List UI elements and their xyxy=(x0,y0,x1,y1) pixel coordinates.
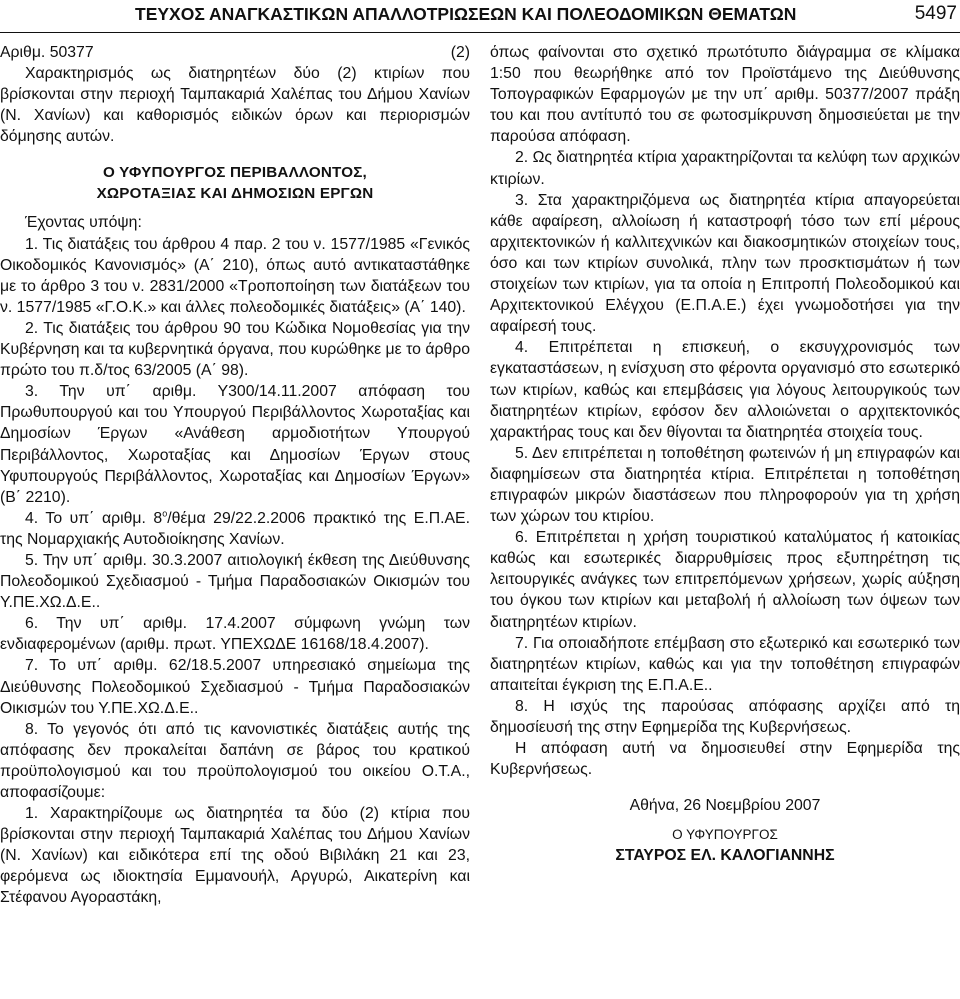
article-8: 8. Η ισχύς της παρούσας απόφασης αρχίζει από τη δημοσίευσή της στην Εφημερίδα της Κυβερνήσεως. xyxy=(490,697,960,736)
consideration-5: 5. Την υπ΄ αριθμ. 30.3.2007 αιτιολογική έκθεση της Διεύθυνσης Πολεοδομικού Σχεδιασμού - Τμήμα Παραδοσιακών Οικισμών του Υ.ΠΕ.ΧΩ.Δ.Ε.. xyxy=(0,551,470,612)
consideration-3: 3. Την υπ΄ αριθμ. Υ300/14.11.2007 απόφαση του Πρωθυπουργού και του Υπουργού Περιβάλλοντος Χωροταξίας και Δημοσίων Έργων «Ανάθεση αρμοδιοτήτων Υπουργού Περιβάλλοντος, Χωροταξίας και Δημοσίων Έργων στους Υφυπουργούς Περιβάλλοντος, Χωροταξίας και Δημοσίων Έργων» (Β΄ 2210). xyxy=(0,383,470,506)
consideration-7: 7. Το υπ΄ αριθμ. 62/18.5.2007 υπηρεσιακό σημείωμα της Διεύθυνσης Πολεοδομικού Σχεδιασμού - Τμήμα Παραδοσιακών Οικισμών του Υ.ΠΕ.ΧΩ.Δ.Ε.. xyxy=(0,657,470,717)
ministry-line-2: ΧΩΡΟΤΑΞΙΑΣ ΚΑΙ ΔΗΜΟΣΙΩΝ ΕΡΓΩΝ xyxy=(96,185,374,203)
header-rule xyxy=(0,32,960,33)
article-7: 7. Για οποιαδήποτε επέμβαση στο εξωτερικό και εσωτερικό των διατηρητέων κτιρίων, καθώς και για την τοποθέτηση επιγραφών απαιτείται έγκριση της Ε.Π.Α.Ε.. xyxy=(490,634,960,694)
article-6: 6. Επιτρέπεται η χρήση τουριστικού καταλύματος ή κατοικίας καθώς και εσωτερικές διαρρυθμίσεις προς εξυπηρέτηση τις λειτουργικές ανάγκες των επιτρεπόμενων χρήσεων, χωρίς αύξηση του όγκου των κτιρίων και μεταβολή ή αλλοίωση των όψεων των διατηρητέων κτιρίων. xyxy=(490,529,960,631)
right-column xyxy=(490,42,960,867)
article-1-continuation: όπως φαίνονται στο σχετικό πρωτότυπο διάγραμμα σε κλίμακα 1:50 που θεωρήθηκε από τον Προϊστάμενο της Διεύθυνσης Τοπογραφικών Εφαρμογών με την υπ΄ αριθμ. 50377/2007 πράξη του και που αντίτυπό του σε φωτοσμίκρυνση δημοσιεύεται με την παρούσα απόφαση. xyxy=(490,44,960,146)
decision-title: Χαρακτηρισμός ως διατηρητέων δύο (2) κτιρίων που βρίσκονται στην περιοχή Ταμπακαριά Χαλέπας του Δήμου Χανίων (Ν. Χανίων) και καθορισμός ειδικών όρων και περιορισμών δόμησης αυτών. xyxy=(0,65,470,146)
page-number: 5497 xyxy=(914,3,957,24)
decision-number: Αριθμ. 50377 xyxy=(0,44,94,61)
signature-name: ΣΤΑΥΡΟΣ ΕΛ. ΚΑΛΟΓΙΑΝΝΗΣ xyxy=(615,847,835,865)
article-4: 4. Επιτρέπεται η επισκευή, ο εκσυγχρονισμός των εγκαταστάσεων, η ενίσχυση στο φέροντα οργανισμό στο εσωτερικό των κτιρίων, καθώς και επεμβάσεις για λόγους λειτουργικούς των διατηρητέων κτιρίων, εφόσον δεν αλλοιώνεται ο αρχιτεκτονικός χαρακτήρας τους και δεν θίγονται τα διατηρητέα στοιχεία τους. xyxy=(490,339,960,441)
spacer xyxy=(490,780,960,795)
considering-heading: Έχοντας υπόψη: xyxy=(25,214,142,232)
article-5: 5. Δεν επιτρέπεται η τοποθέτηση φωτεινών ή μη επιγραφών και διαφημίσεων στα διατηρητέα κτίρια. Επιτρέπεται η τοποθέτηση επιγραφών μικρών διαστάσεων που πληροφορούν για τη χρήση των χώρων του κτιρίου. xyxy=(490,444,960,526)
ministry-line-1: Ο ΥΦΥΠΟΥΡΓΟΣ ΠΕΡΙΒΑΛΛΟΝΤΟΣ, xyxy=(103,164,367,182)
running-title: ΤΕΥΧΟΣ ΑΝΑΓΚΑΣΤΙΚΩΝ ΑΠΑΛΛΟΤΡΙΩΣΕΩΝ ΚΑΙ ΠΟΛΕΟΔΟΜΙΚΩΝ ΘΕΜΑΤΩΝ xyxy=(135,4,797,24)
decision-number-line xyxy=(0,42,470,63)
consideration-4-before: 4. Το υπ΄ αριθμ. 8 xyxy=(25,509,163,527)
ordinal-superscript: ο xyxy=(162,508,168,519)
article-2: 2. Ως διατηρητέα κτίρια χαρακτηρίζονται τα κελύφη των αρχικών κτιρίων. xyxy=(490,149,960,188)
consideration-8: 8. Το γεγονός ότι από τις κανονιστικές διατάξεις αυτής της απόφασης δεν προκαλείται δαπάνη σε βάρος του κρατικού προϋπολογισμού και του προϋπολογισμού του οικείου Ο.Τ.Α., αποφασίζουμε: xyxy=(0,720,470,801)
spacer xyxy=(490,816,960,824)
decision-sequence: (2) xyxy=(450,44,470,61)
signature-place-date: Αθήνα, 26 Νοεμβρίου 2007 xyxy=(629,797,821,815)
article-1-start: 1. Χαρακτηρίζουμε ως διατηρητέα τα δύο (2) κτίρια που βρίσκονται στην περιοχή Ταμπακαριά Χαλέπας του Δήμου Χανίων (Ν. Χανίων) και ειδικότερα επί της οδού Βιβιλάκη 21 και 23, φερόμενα ως ιδιοκτησία Εμμανουήλ, Αργυρώ, Αικατερίνη και Στέφανου Αγοραστάκη, xyxy=(0,805,470,907)
publication-order: Η απόφαση αυτή να δημοσιευθεί στην Εφημερίδα της Κυβερνήσεως. xyxy=(490,740,960,779)
article-3: 3. Στα χαρακτηριζόμενα ως διατηρητέα κτίρια απαγορεύεται κάθε αφαίρεση, αλλοίωση ή καταστροφή τόσο των επί μέρους αρχιτεκτονικών ή καλλιτεχνικών και διακοσμητικών στοιχείων τους, όσο και των κτιρίων συνολικά, πλην των προσκτισμάτων ή των στοιχείων των κτιρίων, για τα οποία η Επιτροπή Πολεοδομικού και Αρχιτεκτονικού Ελέγχου (Ε.Π.Α.Ε.) έχει γνωμοδοτήσει για την αφαίρεσή τους. xyxy=(490,191,960,336)
left-column xyxy=(0,42,470,909)
consideration-1: 1. Τις διατάξεις του άρθρου 4 παρ. 2 του ν. 1577/1985 «Γενικός Οικοδομικός Κανονισμός» (Α΄ 210), όπως αυτό αντικαταστάθηκε με το άρθρο 3 του ν. 2831/2000 «Τροποποίηση των διατάξεων του ν. 1577/1985 «Γ.Ο.Κ.» και άλλες πολεοδομικές διατάξεις» (Α΄ 140). xyxy=(0,235,470,316)
spacer xyxy=(0,204,470,212)
consideration-4 xyxy=(0,508,470,550)
spacer xyxy=(0,147,470,162)
consideration-2: 2. Τις διατάξεις του άρθρου 90 του Κώδικα Νομοθεσίας για την Κυβέρνηση και τα κυβερνητικά όργανα, που κυρώθηκε με το άρθρο πρώτο του π.δ/τος 63/2005 (Α΄ 98). xyxy=(0,319,470,380)
consideration-4-after: /θέμα 29/22.2.2006 πρακτικό της Ε.Π.ΑΕ. της Νομαρχιακής Αυτοδιοίκησης Χανίων. xyxy=(0,509,470,548)
signature-title: Ο ΥΦΥΠΟΥΡΓΟΣ xyxy=(672,827,778,843)
page-header xyxy=(0,0,960,28)
consideration-6: 6. Την υπ΄ αριθμ. 17.4.2007 σύμφωνη γνώμη των ενδιαφερομένων (αριθμ. πρωτ. ΥΠΕΧΩΔΕ 16168/18.4.2007). xyxy=(0,615,470,654)
